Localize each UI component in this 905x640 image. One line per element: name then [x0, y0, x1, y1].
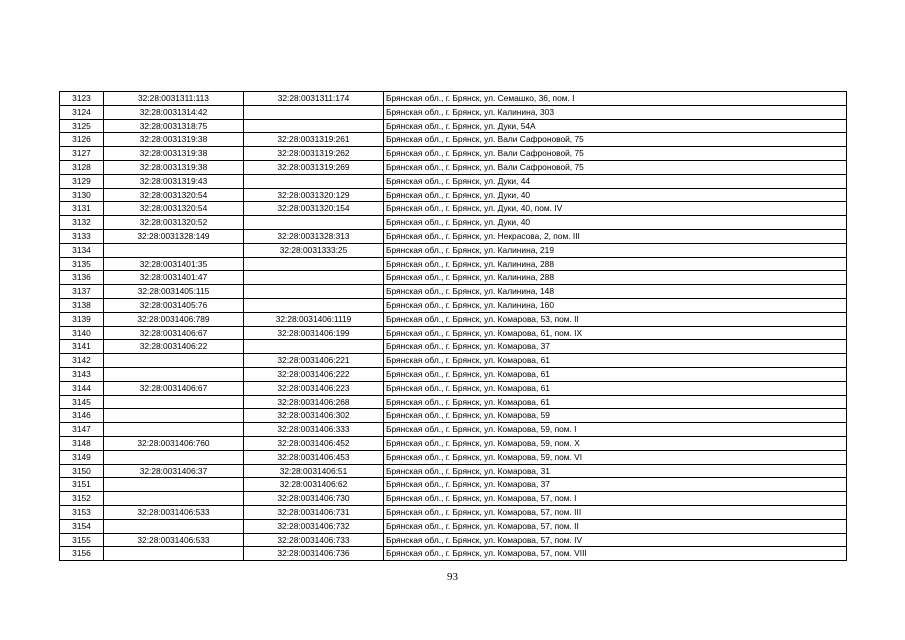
building-cadastral-number-cell: 32:28:0031406:302 [244, 409, 384, 423]
row-number-cell: 3134 [60, 243, 104, 257]
building-cadastral-number-cell: 32:28:0031406:730 [244, 492, 384, 506]
row-number-cell: 3148 [60, 436, 104, 450]
building-cadastral-number-cell: 32:28:0031406:1119 [244, 312, 384, 326]
row-number-cell: 3139 [60, 312, 104, 326]
land-cadastral-number-cell [104, 409, 244, 423]
table-row [60, 478, 847, 492]
land-cadastral-number-cell [104, 492, 244, 506]
building-cadastral-number-cell [244, 105, 384, 119]
land-cadastral-number-cell: 32:28:0031406:789 [104, 312, 244, 326]
row-number-cell: 3124 [60, 105, 104, 119]
land-cadastral-number-cell: 32:28:0031320:54 [104, 202, 244, 216]
land-cadastral-number-cell: 32:28:0031406:67 [104, 326, 244, 340]
address-cell: Брянская обл., г. Брянск, ул. Комарова, 61 [384, 367, 847, 381]
building-cadastral-number-cell: 32:28:0031320:154 [244, 202, 384, 216]
land-cadastral-number-cell: 32:28:0031328:149 [104, 229, 244, 243]
address-cell: Брянская обл., г. Брянск, ул. Калинина, 303 [384, 105, 847, 119]
row-number-cell: 3152 [60, 492, 104, 506]
row-number-cell: 3132 [60, 216, 104, 230]
table-row [60, 436, 847, 450]
address-cell: Брянская обл., г. Брянск, ул. Дуки, 40 [384, 216, 847, 230]
address-cell: Брянская обл., г. Брянск, ул. Комарова, 59, пом. X [384, 436, 847, 450]
table-row [60, 519, 847, 533]
table-row [60, 119, 847, 133]
address-cell: Брянская обл., г. Брянск, ул. Комарова, 37 [384, 340, 847, 354]
table-row [60, 147, 847, 161]
building-cadastral-number-cell: 32:28:0031406:731 [244, 505, 384, 519]
table-row [60, 409, 847, 423]
table-row [60, 367, 847, 381]
address-cell: Брянская обл., г. Брянск, ул. Комарова, 57, пом. VIII [384, 547, 847, 561]
building-cadastral-number-cell [244, 216, 384, 230]
row-number-cell: 3135 [60, 257, 104, 271]
address-cell: Брянская обл., г. Брянск, ул. Калинина, 160 [384, 298, 847, 312]
row-number-cell: 3145 [60, 395, 104, 409]
table-row [60, 216, 847, 230]
land-cadastral-number-cell [104, 354, 244, 368]
page-number: 93 [447, 571, 458, 583]
table-row [60, 312, 847, 326]
land-cadastral-number-cell: 32:28:0031406:533 [104, 533, 244, 547]
building-cadastral-number-cell: 32:28:0031406:62 [244, 478, 384, 492]
building-cadastral-number-cell [244, 174, 384, 188]
table-row [60, 105, 847, 119]
building-cadastral-number-cell: 32:28:0031319:261 [244, 133, 384, 147]
land-cadastral-number-cell [104, 395, 244, 409]
table-row [60, 243, 847, 257]
table-row [60, 354, 847, 368]
row-number-cell: 3141 [60, 340, 104, 354]
address-cell: Брянская обл., г. Брянск, ул. Вали Сафроновой, 75 [384, 133, 847, 147]
land-cadastral-number-cell [104, 243, 244, 257]
land-cadastral-number-cell: 32:28:0031319:43 [104, 174, 244, 188]
row-number-cell: 3130 [60, 188, 104, 202]
row-number-cell: 3142 [60, 354, 104, 368]
land-cadastral-number-cell [104, 478, 244, 492]
land-cadastral-number-cell: 32:28:0031401:35 [104, 257, 244, 271]
row-number-cell: 3126 [60, 133, 104, 147]
land-cadastral-number-cell [104, 367, 244, 381]
table-row [60, 229, 847, 243]
table-row [60, 202, 847, 216]
row-number-cell: 3125 [60, 119, 104, 133]
table-row [60, 505, 847, 519]
building-cadastral-number-cell: 32:28:0031406:199 [244, 326, 384, 340]
address-cell: Брянская обл., г. Брянск, ул. Вали Сафроновой, 75 [384, 160, 847, 174]
land-cadastral-number-cell: 32:28:0031405:76 [104, 298, 244, 312]
table-row [60, 340, 847, 354]
land-cadastral-number-cell: 32:28:0031406:67 [104, 381, 244, 395]
building-cadastral-number-cell: 32:28:0031406:733 [244, 533, 384, 547]
row-number-cell: 3155 [60, 533, 104, 547]
row-number-cell: 3133 [60, 229, 104, 243]
table-row [60, 423, 847, 437]
address-cell: Брянская обл., г. Брянск, ул. Комарова, 61 [384, 354, 847, 368]
land-cadastral-number-cell: 32:28:0031406:760 [104, 436, 244, 450]
address-cell: Брянская обл., г. Брянск, ул. Комарова, 57, пом. III [384, 505, 847, 519]
address-cell: Брянская обл., г. Брянск, ул. Комарова, 57, пом. II [384, 519, 847, 533]
land-cadastral-number-cell: 32:28:0031314:42 [104, 105, 244, 119]
building-cadastral-number-cell: 32:28:0031406:333 [244, 423, 384, 437]
address-cell: Брянская обл., г. Брянск, ул. Комарова, 59, пом. I [384, 423, 847, 437]
row-number-cell: 3150 [60, 464, 104, 478]
address-cell: Брянская обл., г. Брянск, ул. Комарова, 37 [384, 478, 847, 492]
row-number-cell: 3143 [60, 367, 104, 381]
table-row [60, 381, 847, 395]
row-number-cell: 3128 [60, 160, 104, 174]
address-cell: Брянская обл., г. Брянск, ул. Калинина, 219 [384, 243, 847, 257]
address-cell: Брянская обл., г. Брянск, ул. Комарова, 61 [384, 395, 847, 409]
building-cadastral-number-cell [244, 298, 384, 312]
row-number-cell: 3154 [60, 519, 104, 533]
building-cadastral-number-cell: 32:28:0031319:269 [244, 160, 384, 174]
building-cadastral-number-cell: 32:28:0031406:732 [244, 519, 384, 533]
table-row [60, 547, 847, 561]
table-body [60, 92, 847, 561]
land-cadastral-number-cell [104, 519, 244, 533]
building-cadastral-number-cell: 32:28:0031406:452 [244, 436, 384, 450]
address-cell: Брянская обл., г. Брянск, ул. Дуки, 54А [384, 119, 847, 133]
table-row [60, 188, 847, 202]
building-cadastral-number-cell: 32:28:0031406:51 [244, 464, 384, 478]
building-cadastral-number-cell: 32:28:0031406:222 [244, 367, 384, 381]
land-cadastral-number-cell: 32:28:0031311:113 [104, 92, 244, 106]
row-number-cell: 3137 [60, 285, 104, 299]
row-number-cell: 3153 [60, 505, 104, 519]
building-cadastral-number-cell [244, 119, 384, 133]
row-number-cell: 3151 [60, 478, 104, 492]
land-cadastral-number-cell: 32:28:0031318:75 [104, 119, 244, 133]
table-row [60, 395, 847, 409]
building-cadastral-number-cell: 32:28:0031406:736 [244, 547, 384, 561]
address-cell: Брянская обл., г. Брянск, ул. Комарова, 53, пом. II [384, 312, 847, 326]
table-row [60, 257, 847, 271]
building-cadastral-number-cell [244, 271, 384, 285]
table-row [60, 298, 847, 312]
table-row [60, 450, 847, 464]
address-cell: Брянская обл., г. Брянск, ул. Дуки, 40, пом. IV [384, 202, 847, 216]
table-row [60, 464, 847, 478]
land-cadastral-number-cell: 32:28:0031401:47 [104, 271, 244, 285]
address-cell: Брянская обл., г. Брянск, ул. Дуки, 44 [384, 174, 847, 188]
address-cell: Брянская обл., г. Брянск, ул. Комарова, 57, пом. IV [384, 533, 847, 547]
building-cadastral-number-cell: 32:28:0031311:174 [244, 92, 384, 106]
table-row [60, 92, 847, 106]
address-cell: Брянская обл., г. Брянск, ул. Комарова, 59, пом. VI [384, 450, 847, 464]
row-number-cell: 3138 [60, 298, 104, 312]
building-cadastral-number-cell: 32:28:0031320:129 [244, 188, 384, 202]
land-cadastral-number-cell: 32:28:0031319:38 [104, 147, 244, 161]
property-registry-table [59, 91, 847, 561]
row-number-cell: 3156 [60, 547, 104, 561]
building-cadastral-number-cell [244, 340, 384, 354]
table-row [60, 174, 847, 188]
address-cell: Брянская обл., г. Брянск, ул. Семашко, 36, пом. I [384, 92, 847, 106]
building-cadastral-number-cell [244, 257, 384, 271]
address-cell: Брянская обл., г. Брянск, ул. Дуки, 40 [384, 188, 847, 202]
building-cadastral-number-cell [244, 285, 384, 299]
land-cadastral-number-cell: 32:28:0031319:38 [104, 160, 244, 174]
address-cell: Брянская обл., г. Брянск, ул. Комарова, 59 [384, 409, 847, 423]
building-cadastral-number-cell: 32:28:0031333:25 [244, 243, 384, 257]
row-number-cell: 3140 [60, 326, 104, 340]
land-cadastral-number-cell: 32:28:0031406:22 [104, 340, 244, 354]
land-cadastral-number-cell [104, 450, 244, 464]
row-number-cell: 3146 [60, 409, 104, 423]
land-cadastral-number-cell: 32:28:0031320:52 [104, 216, 244, 230]
land-cadastral-number-cell: 32:28:0031320:54 [104, 188, 244, 202]
address-cell: Брянская обл., г. Брянск, ул. Некрасова, 2, пом. III [384, 229, 847, 243]
address-cell: Брянская обл., г. Брянск, ул. Вали Сафроновой, 75 [384, 147, 847, 161]
address-cell: Брянская обл., г. Брянск, ул. Комарова, 57, пом. I [384, 492, 847, 506]
table-row [60, 271, 847, 285]
land-cadastral-number-cell: 32:28:0031406:533 [104, 505, 244, 519]
address-cell: Брянская обл., г. Брянск, ул. Калинина, 148 [384, 285, 847, 299]
land-cadastral-number-cell [104, 547, 244, 561]
row-number-cell: 3144 [60, 381, 104, 395]
land-cadastral-number-cell [104, 423, 244, 437]
table-row [60, 326, 847, 340]
address-cell: Брянская обл., г. Брянск, ул. Комарова, 61 [384, 381, 847, 395]
table-row [60, 533, 847, 547]
table-row [60, 492, 847, 506]
row-number-cell: 3123 [60, 92, 104, 106]
table-row [60, 285, 847, 299]
table-row [60, 133, 847, 147]
table-row [60, 160, 847, 174]
land-cadastral-number-cell: 32:28:0031406:37 [104, 464, 244, 478]
address-cell: Брянская обл., г. Брянск, ул. Комарова, 61, пом. IX [384, 326, 847, 340]
address-cell: Брянская обл., г. Брянск, ул. Комарова, 31 [384, 464, 847, 478]
land-cadastral-number-cell: 32:28:0031319:38 [104, 133, 244, 147]
building-cadastral-number-cell: 32:28:0031319:262 [244, 147, 384, 161]
row-number-cell: 3149 [60, 450, 104, 464]
land-cadastral-number-cell: 32:28:0031405:115 [104, 285, 244, 299]
building-cadastral-number-cell: 32:28:0031328:313 [244, 229, 384, 243]
row-number-cell: 3136 [60, 271, 104, 285]
row-number-cell: 3129 [60, 174, 104, 188]
row-number-cell: 3147 [60, 423, 104, 437]
row-number-cell: 3131 [60, 202, 104, 216]
address-cell: Брянская обл., г. Брянск, ул. Калинина, 288 [384, 257, 847, 271]
row-number-cell: 3127 [60, 147, 104, 161]
address-cell: Брянская обл., г. Брянск, ул. Калинина, 288 [384, 271, 847, 285]
building-cadastral-number-cell: 32:28:0031406:453 [244, 450, 384, 464]
building-cadastral-number-cell: 32:28:0031406:223 [244, 381, 384, 395]
building-cadastral-number-cell: 32:28:0031406:268 [244, 395, 384, 409]
building-cadastral-number-cell: 32:28:0031406:221 [244, 354, 384, 368]
